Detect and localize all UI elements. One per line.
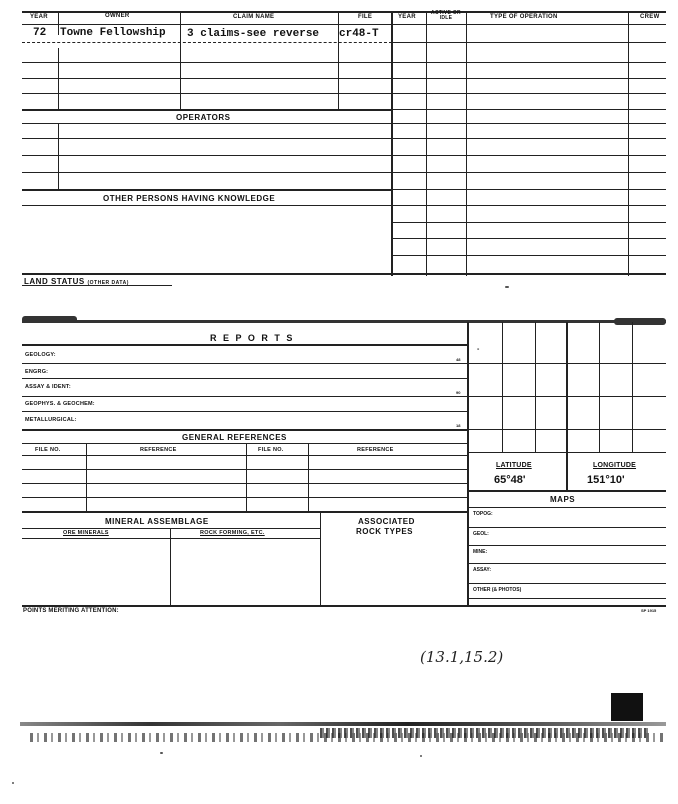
right-row-line <box>391 138 666 139</box>
maps-line <box>468 507 666 508</box>
right-row-line <box>391 205 666 206</box>
scan-speck <box>420 755 422 757</box>
scan-speck <box>160 752 163 754</box>
header-crew: CREW <box>640 14 660 20</box>
row-line <box>22 189 392 191</box>
vline-center <box>391 11 393 276</box>
top-table-bottom <box>22 273 666 275</box>
gr-line <box>22 443 468 444</box>
gr-file-no-1: FILE NO. <box>35 447 61 453</box>
right-row-line <box>391 123 666 124</box>
land-status-underline <box>22 285 172 286</box>
maps-geol: GEOL: <box>473 531 489 537</box>
row-line <box>22 62 392 63</box>
rock-types-label: ROCK TYPES <box>356 527 414 536</box>
maps-line <box>468 598 666 599</box>
maps-other: OTHER (& PHOTOS) <box>473 587 522 593</box>
land-status-sub: (OTHER DATA) <box>87 280 129 286</box>
grid-hline <box>468 363 666 364</box>
grid-hline <box>468 396 666 397</box>
row-line <box>22 172 392 173</box>
vline <box>58 123 59 189</box>
maps-line <box>468 563 666 564</box>
mineral-line <box>22 538 320 539</box>
scan-streak <box>20 722 666 726</box>
bottom-section-line <box>22 605 666 607</box>
vline <box>170 528 171 605</box>
gr-reference-1: REFERENCE <box>140 447 177 453</box>
ore-minerals-header: ORE MINERALS <box>63 530 109 536</box>
row-line <box>22 155 392 156</box>
right-row-line <box>391 238 666 239</box>
vline <box>246 443 247 511</box>
header-claim-name: CLAIM NAME <box>233 14 275 20</box>
report-line <box>22 363 468 364</box>
longitude-value: 151°10' <box>587 474 625 486</box>
grid-vline <box>502 322 503 452</box>
vline <box>628 11 629 276</box>
scan-black-square <box>611 693 643 721</box>
scan-noise-band-dark <box>320 728 650 738</box>
latitude-label: LATITUDE <box>496 462 532 469</box>
right-row-line <box>391 109 666 110</box>
report-line <box>22 411 468 412</box>
report-metallurgical-num: 18 <box>456 423 461 428</box>
mineral-assemblage-title: MINERAL ASSEMBLAGE <box>105 517 209 526</box>
report-geophys-label: GEOPHYS. & GEOCHEM: <box>25 401 95 407</box>
header-active-or-idle: ACTIVE OR IDLE <box>431 10 461 21</box>
header-file: FILE <box>358 14 373 20</box>
maps-line <box>468 527 666 528</box>
form-code: SP 1915 <box>641 608 657 613</box>
handwritten-note: (13.1,15.2) <box>420 648 504 666</box>
land-status-title: LAND STATUS <box>24 277 85 286</box>
grid-dash: - <box>477 346 480 353</box>
maps-topog: TOPOG: <box>473 511 493 517</box>
report-geology-label: GEOLOGY: <box>25 352 56 358</box>
scan-speck <box>505 286 509 288</box>
reports-top-thick <box>22 320 666 323</box>
row1-claim-name: 3 claims-see reverse <box>187 28 320 40</box>
row1-file: cr48-T <box>339 28 379 40</box>
right-row-line <box>391 155 666 156</box>
reports-title-line <box>22 344 468 346</box>
row1-year: 72 <box>33 27 47 39</box>
header-type-of-operation: TYPE OF OPERATION <box>490 14 558 20</box>
header-owner: OWNER <box>105 13 130 19</box>
row-line <box>22 78 392 79</box>
gr-line <box>22 511 468 513</box>
vline <box>338 11 339 111</box>
report-assay-num: 90 <box>456 390 461 395</box>
maps-title: MAPS <box>550 495 576 504</box>
vline <box>320 511 321 605</box>
header-year-right: YEAR <box>398 14 416 20</box>
right-row-line <box>391 78 666 79</box>
vline <box>58 11 59 35</box>
row1-owner: Towne Fellowship <box>60 27 166 39</box>
grid-vline <box>535 322 536 452</box>
right-row-line <box>391 42 666 43</box>
other-persons-label: OTHER PERSONS HAVING KNOWLEDGE <box>103 194 276 203</box>
right-row-line <box>391 255 666 256</box>
scan-speck <box>12 782 14 784</box>
operators-label: OPERATORS <box>176 113 231 122</box>
grid-hline <box>468 452 666 453</box>
row1-underline <box>22 42 392 43</box>
gr-file-no-2: FILE NO. <box>258 447 284 453</box>
vline <box>426 11 427 276</box>
report-assay-label: ASSAY & IDENT: <box>25 384 71 390</box>
row-line <box>22 93 392 94</box>
vline <box>86 443 87 511</box>
gr-line <box>22 497 468 498</box>
row-line <box>22 123 392 124</box>
maps-assay: ASSAY: <box>473 567 492 573</box>
vline <box>466 11 467 276</box>
gr-line <box>22 469 468 470</box>
right-row-line <box>391 62 666 63</box>
latitude-value: 65°48' <box>494 474 526 486</box>
report-geology-num: 48 <box>456 357 461 362</box>
report-engrg-label: ENGRG: <box>25 369 49 375</box>
vline <box>58 48 59 111</box>
grid-vline <box>632 322 633 452</box>
gr-line <box>22 455 468 456</box>
rock-forming-header: ROCK FORMING, ETC. <box>200 530 265 536</box>
longitude-label: LONGITUDE <box>593 462 637 469</box>
report-metallurgical-label: METALLURGICAL: <box>25 417 77 423</box>
header-bottom-line <box>22 24 666 25</box>
mineral-line <box>22 528 320 529</box>
gr-reference-2: REFERENCE <box>357 447 394 453</box>
vline <box>308 443 309 511</box>
header-year: YEAR <box>30 14 48 20</box>
right-row-line <box>391 93 666 94</box>
maps-mine: MINE: <box>473 549 488 555</box>
report-line <box>22 378 468 379</box>
grid-vline <box>599 322 600 452</box>
grid-vline-center <box>566 322 568 490</box>
row-line <box>22 138 392 139</box>
report-line <box>22 429 468 431</box>
maps-line <box>468 545 666 546</box>
reports-title: R E P O R T S <box>210 333 295 343</box>
right-row-line <box>391 189 666 190</box>
row-line <box>22 109 392 111</box>
maps-line <box>468 583 666 584</box>
general-references-title: GENERAL REFERENCES <box>182 433 287 442</box>
points-meriting-attention: POINTS MERITING ATTENTION: <box>23 608 119 614</box>
grid-hline <box>468 429 666 430</box>
right-row-line <box>391 222 666 223</box>
scan-smudge-left <box>22 316 77 323</box>
associated-label: ASSOCIATED <box>358 517 415 526</box>
scan-smudge-right <box>614 318 666 325</box>
grid-hline <box>468 490 666 492</box>
report-line <box>22 396 468 397</box>
vline <box>180 11 181 111</box>
row-line <box>22 205 392 206</box>
gr-line <box>22 483 468 484</box>
right-row-line <box>391 172 666 173</box>
